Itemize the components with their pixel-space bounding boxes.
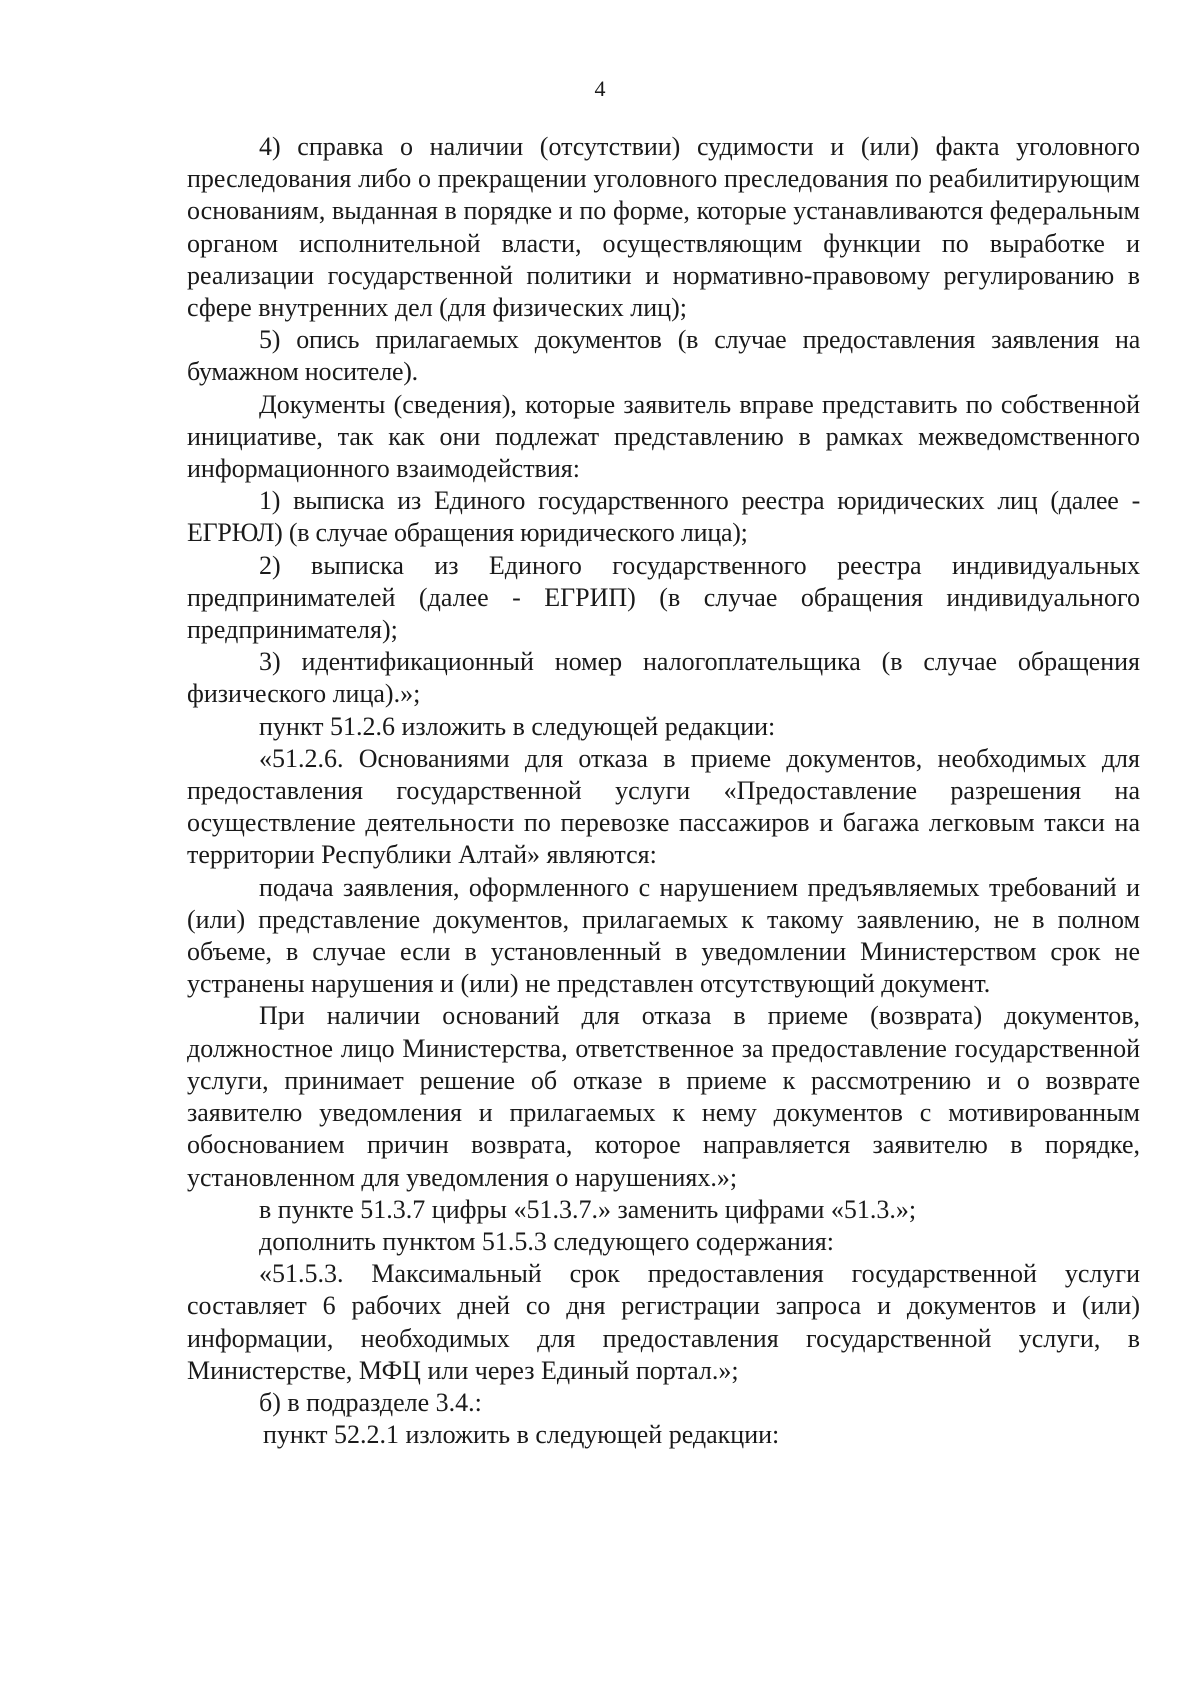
- paragraph-item-2-egrip: 2) выписка из Единого государственного реестра индивидуальных предпринимателей (далее - ЕГРИП) (в случае обращения индивидуального предпринимателя);: [187, 550, 1140, 645]
- page-number: 4: [594, 76, 606, 101]
- paragraph-clause-51-5-3-text: «51.5.3. Максимальный срок предоставления государственной услуги составляет 6 рабочих дней со дня регистрации запроса и документов и (или) информации, необходимых для предоставления государственной услуги, в Министерстве, МФЦ или через Единый портал.»;: [187, 1259, 1140, 1385]
- paragraph-item-5-inventory: 5) опись прилагаемых документов (в случае предоставления заявления на бумажном носителе).: [187, 325, 1140, 387]
- paragraph-clause-51-2-6-text: «51.2.6. Основаниями для отказа в приеме документов, необходимых для предоставления государственной услуги «Предоставление разрешения на осуществление деятельности по перевозке пассажиров и багажа легковым такси на территории Республики Алтай» являются:: [187, 743, 1140, 870]
- paragraph-item-1-egrul: 1) выписка из Единого государственного реестра юридических лиц (далее - ЕГРЮЛ) (в случае обращения юридического лица);: [187, 486, 1140, 548]
- paragraph-clause-51-2-6-intro: пункт 51.2.6 изложить в следующей редакции:: [259, 711, 776, 741]
- paragraph-clause-51-3-7: в пункте 51.3.7 цифры «51.3.7.» заменить цифрами «51.3.»;: [259, 1194, 917, 1224]
- paragraph-clause-52-2-1: пункт 52.2.1 изложить в следующей редакции:: [263, 1420, 780, 1450]
- paragraph-submission-violation: подача заявления, оформленного с нарушением предъявляемых требований и (или) представление документов, прилагаемых к такому заявлению, не в полном объеме, в случае если в установленный в уведомлении Министерством срок не устранены нарушения и (или) не представлен отсутствующий документ.: [187, 872, 1140, 999]
- paragraph-item-3-inn: 3) идентификационный номер налогоплательщика (в случае обращения физического лица).»;: [187, 647, 1140, 709]
- paragraph-add-clause-51-5-3: дополнить пунктом 51.5.3 следующего содержания:: [259, 1226, 834, 1256]
- paragraph-item-4-certificate: 4) справка о наличии (отсутствии) судимости и (или) факта уголовного преследования либо о прекращении уголовного преследования по реабилитирующим основаниям, выданная в порядке и по форме, которые устанавливаются федеральным органом исполнительной власти, осуществляющим функции по выработке и реализации государственной политики и нормативно-правовому регулированию в сфере внутренних дел (для физических лиц);: [187, 132, 1140, 323]
- paragraph-subsection-3-4: б) в подразделе 3.4.:: [259, 1387, 482, 1417]
- paragraph-refusal-grounds: При наличии оснований для отказа в приеме (возврата) документов, должностное лицо Министерства, ответственное за предоставление государственной услуги, принимает решение об отказе в приеме к рассмотрению и о возврате заявителю уведомления и прилагаемых к нему документов с мотивированным обоснованием причин возврата, которое направляется заявителю в порядке, установленном для уведомления о нарушениях.»;: [187, 1001, 1140, 1192]
- document-body: [187, 131, 1140, 1451]
- paragraph-own-initiative-documents: Документы (сведения), которые заявитель вправе представить по собственной инициативе, так как они подлежат представлению в рамках межведомственного информационного взаимодействия:: [187, 389, 1140, 484]
